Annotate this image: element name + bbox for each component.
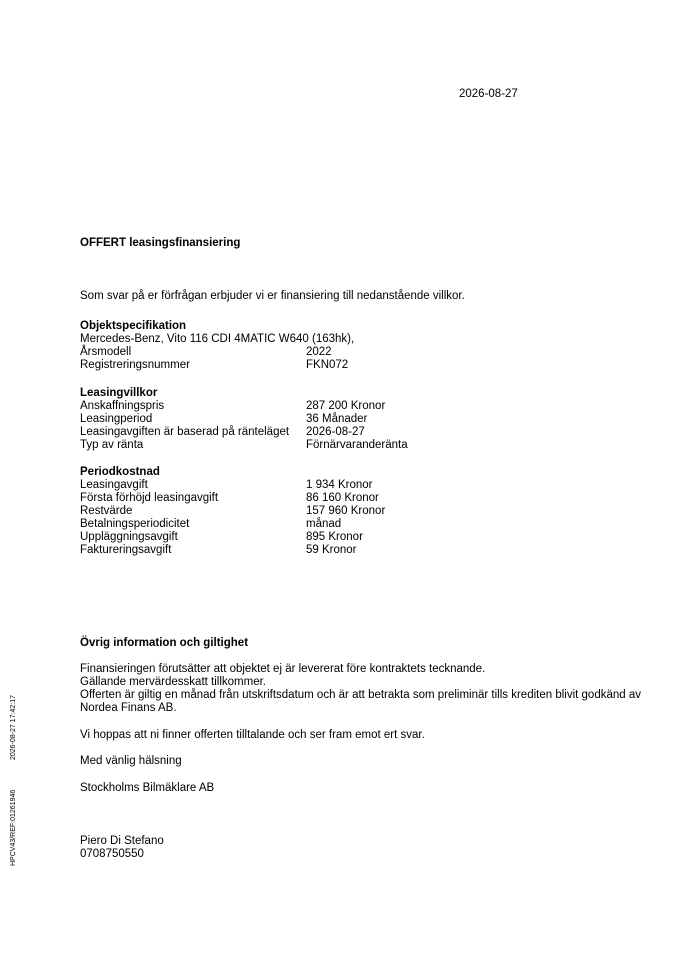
period-row	[80, 518, 640, 531]
row-value: 2026-08-27	[306, 426, 365, 438]
leasing-row	[80, 426, 640, 439]
period-section	[80, 466, 640, 557]
row-label: Årsmodell	[80, 346, 132, 358]
period-row	[80, 531, 640, 544]
document-date: 2026-08-27	[459, 88, 518, 100]
row-label: Restvärde	[80, 505, 133, 517]
other-info-line: Finansieringen förutsätter att objektet ej är levererat före kontraktets tecknande.	[80, 663, 486, 675]
period-row	[80, 544, 640, 557]
other-info-heading: Övrig information och giltighet	[80, 637, 249, 649]
row-value: 157 960 Kronor	[306, 505, 386, 517]
leasing-row	[80, 439, 640, 452]
period-heading: Periodkostnad	[80, 466, 160, 478]
row-value: 2022	[306, 346, 332, 358]
leasing-row	[80, 400, 640, 413]
row-label: Första förhöjd leasingavgift	[80, 492, 219, 504]
row-value: månad	[306, 518, 342, 530]
contact-phone: 0708750550	[80, 848, 144, 860]
row-value: 36 Månader	[306, 413, 368, 425]
contact-name: Piero Di Stefano	[80, 835, 164, 847]
intro-text: Som svar på er förfrågan erbjuder vi er finansiering till nedanstående villkor.	[80, 290, 465, 302]
row-label: Leasingperiod	[80, 413, 153, 425]
object-heading: Objektspecifikation	[80, 320, 187, 332]
closing-hope: Vi hoppas att ni finner offerten tilltalande och ser fram emot ert svar.	[80, 729, 425, 741]
leasing-row	[80, 413, 640, 426]
other-info-line: Offerten är giltig en månad från utskriftsdatum och är att betrakta som preliminär tills krediten blivit godkänd av Nordea Finans AB.	[80, 689, 641, 714]
row-label: Faktureringsavgift	[80, 544, 172, 556]
company-name: Stockholms Bilmäklare AB	[80, 782, 215, 794]
object-row	[80, 359, 640, 372]
row-label: Anskaffningspris	[80, 400, 165, 412]
closing-greeting: Med vänlig hälsning	[80, 755, 182, 767]
row-value: 1 934 Kronor	[306, 479, 373, 491]
document-title: OFFERT leasingsfinansiering	[80, 237, 241, 249]
leasing-section	[80, 387, 640, 452]
row-value: 895 Kronor	[306, 531, 363, 543]
side-reference: HPCV43/REF:01261946	[10, 789, 17, 866]
object-section	[80, 320, 640, 372]
row-label: Leasingavgiften är baserad på ränteläget	[80, 426, 290, 438]
period-row	[80, 479, 640, 492]
row-value: FKN072	[306, 359, 349, 371]
row-value: 86 160 Kronor	[306, 492, 379, 504]
row-value: 59 Kronor	[306, 544, 357, 556]
other-info-line: Gällande mervärdesskatt tillkommer.	[80, 676, 266, 688]
period-row	[80, 492, 640, 505]
row-label: Betalningsperiodicitet	[80, 518, 190, 530]
row-value: 287 200 Kronor	[306, 400, 386, 412]
side-timestamp: 2026-08-27 17:42:17	[10, 695, 17, 760]
row-label: Registreringsnummer	[80, 359, 190, 371]
object-model: Mercedes-Benz, Vito 116 CDI 4MATIC W640 (163hk),	[80, 333, 355, 345]
row-label: Uppläggningsavgift	[80, 531, 178, 543]
row-label: Typ av ränta	[80, 439, 144, 451]
object-row	[80, 346, 640, 359]
row-value: Förnärvaranderänta	[306, 439, 408, 451]
period-row	[80, 505, 640, 518]
row-label: Leasingavgift	[80, 479, 148, 491]
other-info-text	[80, 663, 655, 715]
leasing-heading: Leasingvillkor	[80, 387, 158, 399]
